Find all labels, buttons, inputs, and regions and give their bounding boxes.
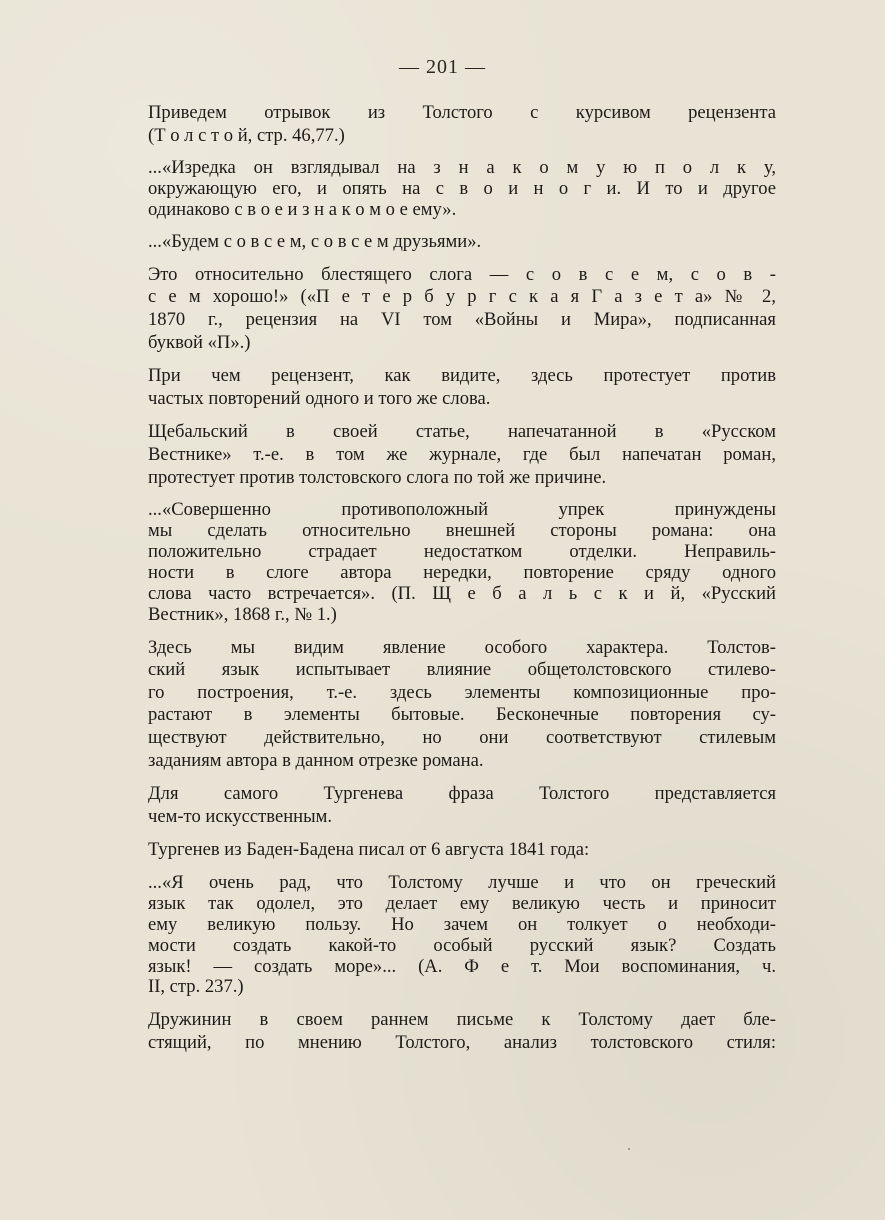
- text-line: Щебальский в своей статье, напечатанной в «Русском: [148, 421, 776, 443]
- page-number: — 201 —: [399, 56, 486, 78]
- text-line: ...«Я очень рад, что Толстому лучше и что он греческий: [148, 871, 776, 893]
- text-line: ...«Будем с о в с е м, с о в с е м друзьями».: [148, 230, 482, 252]
- paragraph-7: [112, 839, 776, 862]
- text-line: мости создать какой-то особый русский язык? Создать: [148, 934, 776, 956]
- paragraph-6: [112, 783, 776, 828]
- text-line: язык! — создать море»... (А. Ф е т. Мои воспоминания, ч.: [148, 955, 776, 977]
- text-line: чем-то искусственным.: [148, 805, 333, 827]
- text-line: слова часто встречается». (П. Щ е б а л ь с к и й, «Русский: [148, 582, 776, 604]
- paragraph-4: [112, 421, 776, 489]
- text-line: мы сделать относительно внешней стороны романа: она: [148, 520, 776, 542]
- text-line: стящий, по мнению Толстого, анализ толстовского стиля:: [148, 1031, 776, 1053]
- text-line: Вестнике» т.-е. в том же журнале, где был напечатан роман,: [148, 443, 776, 465]
- text-line: Тургенев из Баден-Бадена писал от 6 августа 1841 года:: [148, 839, 590, 861]
- page-text: [112, 102, 776, 1066]
- text-line: с е м хорошо!» («П е т е р б у р г с к а я Г а з е т а» № 2,: [148, 286, 776, 308]
- quote-1: [112, 158, 776, 221]
- text-line: частых повторений одного и того же слова.: [148, 387, 491, 409]
- paragraph-1: [112, 102, 776, 147]
- text-line: положительно страдает недостатком отделки. Неправиль-: [148, 540, 776, 562]
- text-line: буквой «П».): [148, 331, 251, 353]
- paragraph-5: [112, 637, 776, 773]
- text-line: II, стр. 237.): [148, 976, 244, 998]
- text-line: ский язык испытывает влияние общетолстовского стилево-: [148, 659, 776, 681]
- text-line: окружающую его, и опять на с в о и н о г и. И то и другое: [148, 178, 776, 200]
- paragraph-3: [112, 365, 776, 410]
- text-line: 1870 г., рецензия на VI том «Войны и Мира», подписанная: [148, 309, 776, 330]
- text-line: ществуют действительно, но они соответствуют стилевым: [148, 726, 776, 748]
- text-line: одинаково с в о е и з н а к о м о е ему».: [148, 199, 457, 220]
- quote-3: [112, 500, 776, 625]
- text-line: ...«Изредка он взглядывал на з н а к о м у ю п о л к у,: [148, 157, 776, 179]
- quote-2: [112, 232, 776, 253]
- text-line: ему великую пользу. Но зачем он толкует о необходи-: [148, 913, 776, 935]
- text-line: растают в элементы бытовые. Бесконечные повторения су-: [148, 704, 776, 726]
- text-line: Дружинин в своем раннем письме к Толстому дает бле-: [148, 1009, 776, 1031]
- text-line: Приведем отрывок из Толстого с курсивом рецензента: [148, 102, 776, 123]
- text-line: ности в слоге автора нередки, повторение сряду одного: [148, 561, 776, 583]
- paper-speck: [628, 1148, 630, 1150]
- paragraph-8: [112, 1009, 776, 1054]
- text-line: заданиям автора в данном отрезке романа.: [148, 749, 484, 771]
- text-line: (Т о л с т о й, стр. 46,77.): [148, 124, 345, 146]
- paragraph-2: [112, 264, 776, 354]
- text-line: Это относительно блестящего слога — с о в с е м, с о в -: [148, 263, 776, 285]
- text-line: При чем рецензент, как видите, здесь протестует против: [148, 365, 776, 387]
- text-line: язык так одолел, это делает ему великую честь и приносит: [148, 892, 776, 914]
- quote-4: [112, 873, 776, 998]
- text-line: Вестник», 1868 г., № 1.): [148, 603, 337, 625]
- text-line: Здесь мы видим явление особого характера. Толстов-: [148, 636, 776, 658]
- text-line: Для самого Тургенева фраза Толстого представляется: [148, 783, 776, 805]
- text-line: го построения, т.-е. здесь элементы композиционные про-: [148, 681, 776, 703]
- text-line: протестует против толстовского слога по той же причине.: [148, 466, 607, 488]
- text-line: ...«Совершенно противоположный упрек принуждены: [148, 499, 776, 521]
